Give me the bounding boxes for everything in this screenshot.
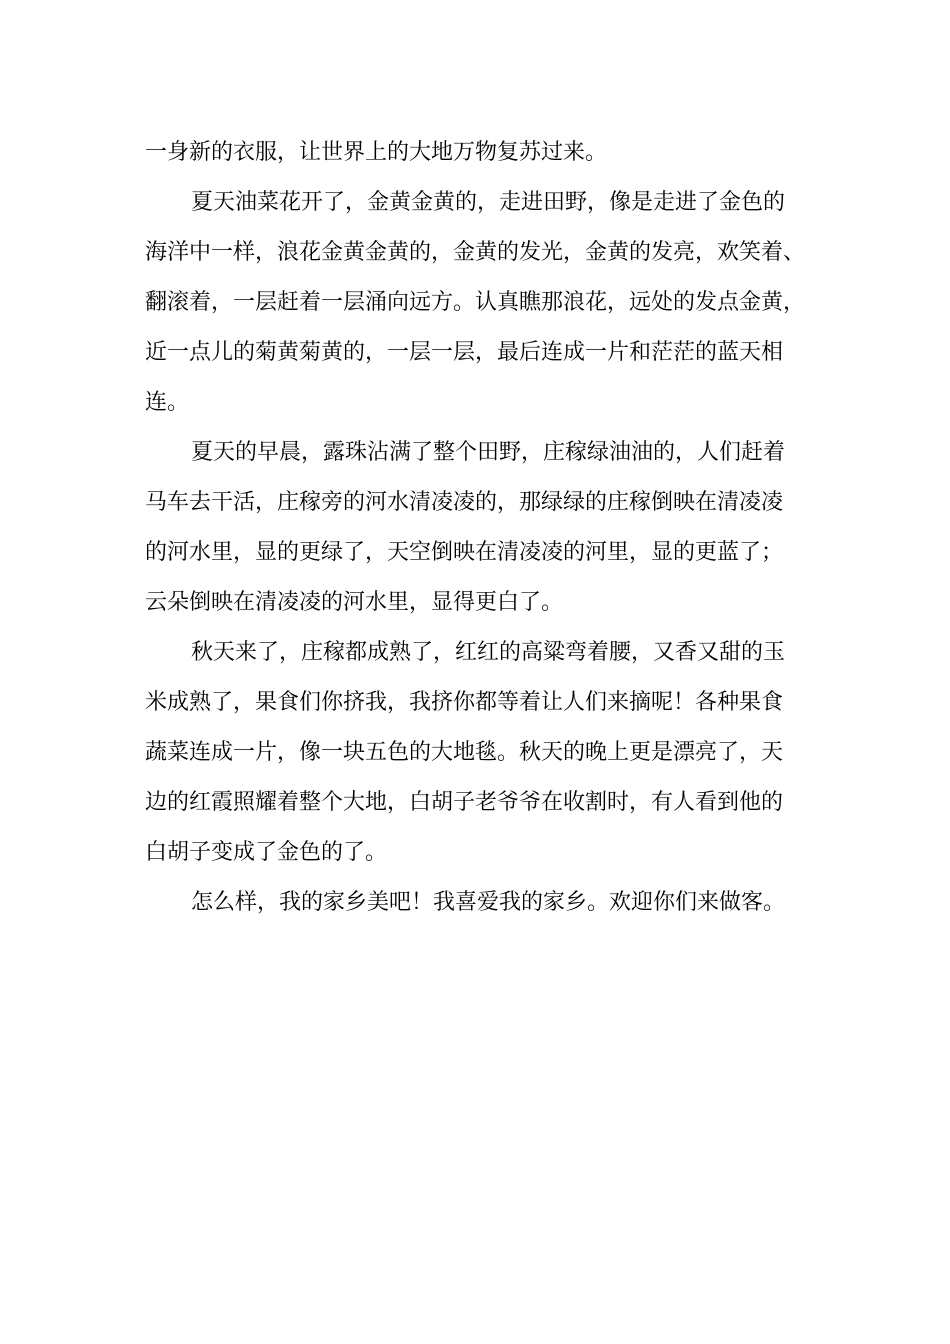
paragraph-line: 秋天来了，庄稼都成熟了，红红的高粱弯着腰，又香又甜的玉 bbox=[191, 640, 786, 665]
paragraph-line: 米成熟了，果食们你挤我，我挤你都等着让人们来摘呢！各种果食 bbox=[145, 690, 784, 715]
document-body bbox=[145, 128, 825, 928]
paragraph-line: 云朵倒映在清凌凌的河水里，显得更白了。 bbox=[145, 590, 564, 615]
paragraph-line: 夏天的早晨，露珠沾满了整个田野，庄稼绿油油的，人们赶着 bbox=[191, 440, 786, 465]
paragraph-line: 海洋中一样，浪花金黄金黄的，金黄的发光，金黄的发亮，欢笑着、 bbox=[145, 240, 806, 265]
paragraph-line: 边的红霞照耀着整个大地，白胡子老爷爷在收割时，有人看到他的 bbox=[145, 790, 784, 815]
paragraph-2 bbox=[145, 178, 825, 428]
paragraph-1 bbox=[145, 128, 825, 178]
paragraph-line: 连。 bbox=[145, 390, 190, 415]
paragraph-line: 蔬菜连成一片，像一块五色的大地毯。秋天的晚上更是漂亮了，天 bbox=[145, 740, 784, 765]
paragraph-line: 的河水里，显的更绿了，天空倒映在清凌凌的河里，显的更蓝了； bbox=[145, 540, 784, 565]
paragraph-5 bbox=[145, 878, 825, 928]
paragraph-line: 翻滚着，一层赶着一层涌向远方。认真瞧那浪花，远处的发点金黄， bbox=[145, 290, 806, 315]
paragraph-3 bbox=[145, 428, 825, 628]
paragraph-line: 怎么样，我的家乡美吧！我喜爱我的家乡。欢迎你们来做客。 bbox=[191, 890, 786, 915]
paragraph-line: 夏天油菜花开了，金黄金黄的，走进田野，像是走进了金色的 bbox=[191, 190, 786, 215]
paragraph-line: 一身新的衣服，让世界上的大地万物复苏过来。 bbox=[145, 140, 608, 165]
paragraph-line: 马车去干活，庄稼旁的河水清凌凌的，那绿绿的庄稼倒映在清凌凌 bbox=[145, 490, 784, 515]
paragraph-line: 近一点儿的菊黄菊黄的，一层一层，最后连成一片和茫茫的蓝天相 bbox=[145, 340, 784, 365]
paragraph-line: 白胡子变成了金色的了。 bbox=[145, 840, 388, 865]
paragraph-4 bbox=[145, 628, 825, 878]
